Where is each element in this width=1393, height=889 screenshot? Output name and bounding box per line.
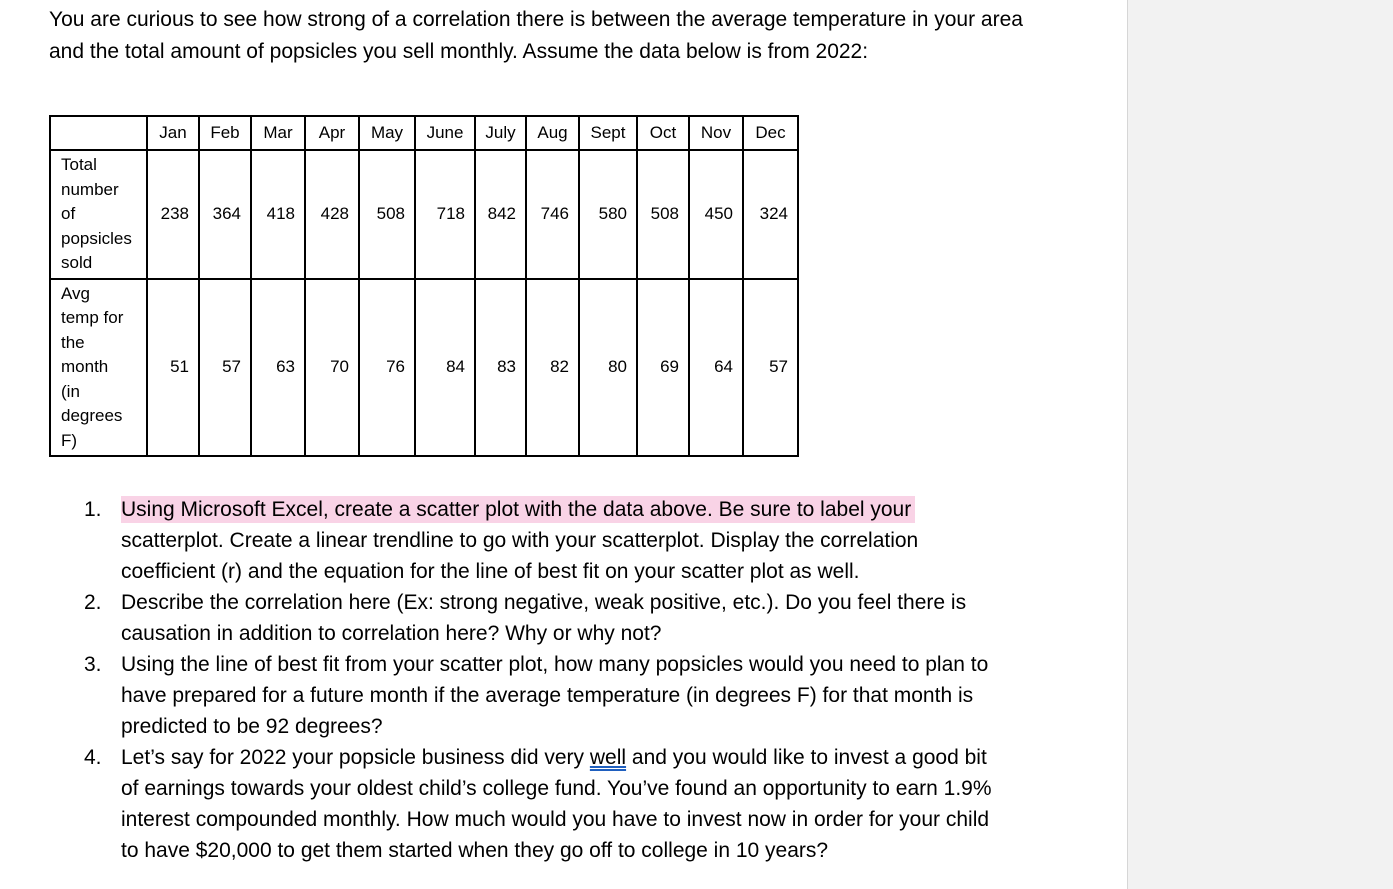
table-cell: 51 xyxy=(147,279,199,457)
question-number: 1. xyxy=(84,498,102,521)
table-row-popsicles xyxy=(50,150,798,279)
data-table xyxy=(49,115,799,457)
table-cell: 83 xyxy=(475,279,526,457)
row-label-line: F) xyxy=(61,430,78,450)
table-cell: 63 xyxy=(251,279,305,457)
month-header: June xyxy=(415,116,475,150)
question-number: 2. xyxy=(84,591,102,614)
table-cell: 364 xyxy=(199,150,251,279)
table-cell: 57 xyxy=(199,279,251,457)
table-cell: 64 xyxy=(689,279,743,457)
table-cell: 508 xyxy=(637,150,689,279)
question-list xyxy=(80,494,1000,866)
row-label-line: number xyxy=(61,179,119,199)
table-cell: 842 xyxy=(475,150,526,279)
month-header: Nov xyxy=(689,116,743,150)
month-header: May xyxy=(359,116,415,150)
table-cell: 746 xyxy=(526,150,579,279)
row-label-line: (in xyxy=(61,381,80,401)
table-cell: 80 xyxy=(579,279,637,457)
question-item xyxy=(80,587,1000,649)
table-cell: 57 xyxy=(743,279,798,457)
row-label-line: degrees xyxy=(61,406,123,425)
row-label-line: Avg xyxy=(61,283,90,303)
month-header: Jan xyxy=(147,116,199,150)
row-label-line: of xyxy=(61,204,76,223)
table-cell: 238 xyxy=(147,150,199,279)
right-gutter-panel xyxy=(1127,0,1393,889)
question-text: Using the line of best fit from your scatter plot, how many popsicles would you need to plan to have prepared for a future month if the average temperature (in degrees F) for that month is predicted to be 92 degrees? xyxy=(121,653,989,738)
table-cell: 324 xyxy=(743,150,798,279)
question-text: Describe the correlation here (Ex: strong negative, weak positive, etc.). Do you feel there is causation in addition to correlation here? Why or why not? xyxy=(121,591,967,645)
table-row-temperature xyxy=(50,279,798,457)
month-header: Sept xyxy=(579,116,637,150)
row-label-line: Total xyxy=(61,155,97,174)
question-item xyxy=(80,649,1000,742)
question-text: scatterplot. Create a linear trendline to go with your scatterplot. Display the correlation coefficient (r) and the equation for the line of best fit on your scatter plot as well. xyxy=(121,529,919,583)
table-cell: 69 xyxy=(637,279,689,457)
row-label-temperature xyxy=(50,279,147,457)
table-cell: 84 xyxy=(415,279,475,457)
question-text: Let’s say for 2022 your popsicle business did very xyxy=(121,746,590,769)
row-label-popsicles xyxy=(50,150,147,279)
table-cell: 428 xyxy=(305,150,359,279)
question-item xyxy=(80,494,1000,587)
row-label-line: the xyxy=(61,332,85,352)
intro-paragraph: You are curious to see how strong of a correlation there is between the average temperature in your area and the total amount of popsicles you sell monthly. Assume the data below is from 2022: xyxy=(49,8,1023,63)
table-cell: 580 xyxy=(579,150,637,279)
table-cell: 450 xyxy=(689,150,743,279)
table-cell: 508 xyxy=(359,150,415,279)
month-header: Feb xyxy=(199,116,251,150)
table-cell: 70 xyxy=(305,279,359,457)
month-header: Mar xyxy=(251,116,305,150)
spellcheck-underlined-word[interactable]: well xyxy=(589,746,627,769)
table-header-row xyxy=(50,116,798,150)
row-label-line: temp for xyxy=(61,308,124,327)
month-header: Aug xyxy=(526,116,579,150)
row-label-line: month xyxy=(61,357,109,376)
question-number: 3. xyxy=(84,653,102,676)
table-corner-cell xyxy=(50,116,147,150)
month-header: July xyxy=(475,116,526,150)
table-cell: 418 xyxy=(251,150,305,279)
row-label-line: popsicles xyxy=(61,228,132,248)
row-label-line: sold xyxy=(61,253,93,272)
highlighted-text: Using Microsoft Excel, create a scatter plot with the data above. Be sure to label your xyxy=(121,496,915,523)
table-cell: 718 xyxy=(415,150,475,279)
question-item xyxy=(80,742,1000,866)
table-cell: 82 xyxy=(526,279,579,457)
month-header: Apr xyxy=(305,116,359,150)
month-header: Dec xyxy=(743,116,798,150)
table-cell: 76 xyxy=(359,279,415,457)
month-header: Oct xyxy=(637,116,689,150)
question-number: 4. xyxy=(84,746,102,769)
question-text: and you would like to invest a good bit of earnings towards your oldest child’s college fund. You’ve found an opportunity to earn 1.9% interest compounded monthly. How much would you have to invest now in order for your child to have $20,000 to get them started when they go off to college in 10 years? xyxy=(121,746,992,862)
